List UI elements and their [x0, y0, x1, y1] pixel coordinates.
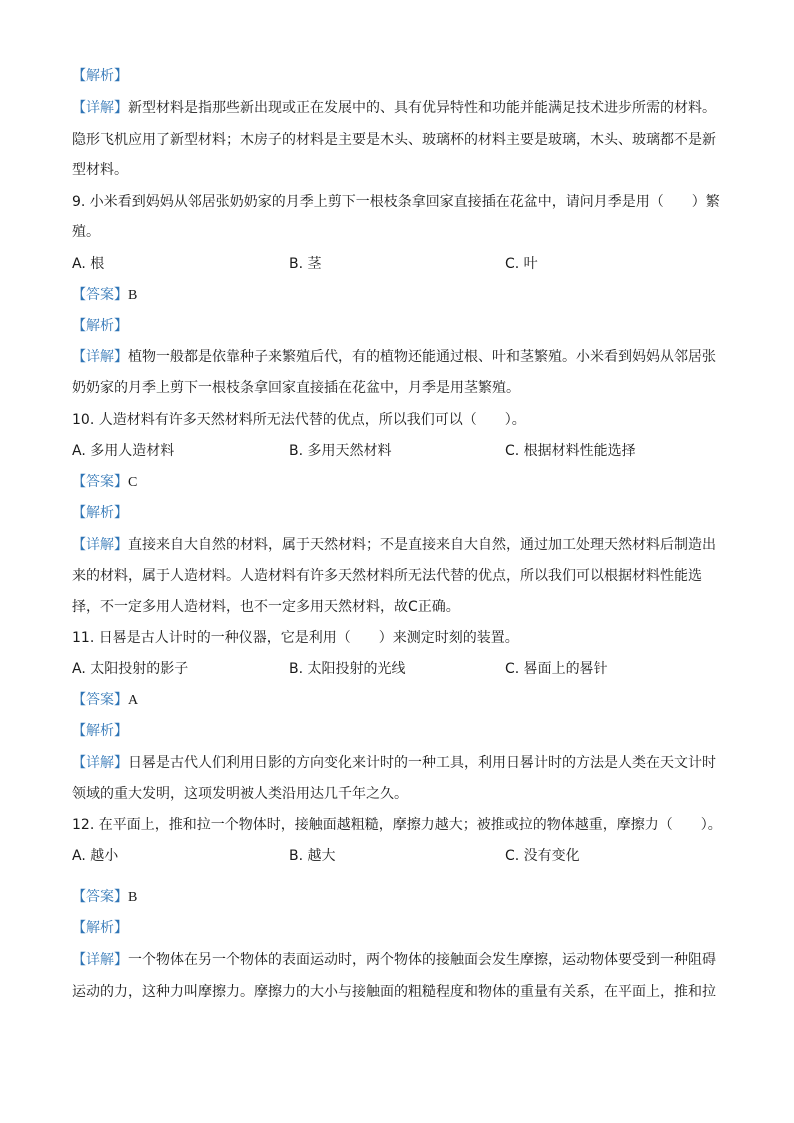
detail-tag: 【详解】: [72, 537, 128, 553]
question-10-answer: [72, 472, 137, 493]
detail-paragraph-intro-line-3: 型材料。: [72, 162, 128, 178]
detail-tag: 【详解】: [72, 100, 128, 116]
detail-tag: 【详解】: [72, 952, 128, 968]
detail-text: 新型材料是指那些新出现或正在发展中的、具有优异特性和功能并能满足技术进步所需的材料。: [128, 100, 716, 116]
question-11-analysis-heading: 【解析】: [72, 723, 128, 739]
detail-text: 日晷是古代人们利用日影的方向变化来计时的一种工具，利用日晷计时的方法是人类在天文计时: [128, 755, 716, 771]
question-10-option-c: C. 根据材料性能选择: [505, 443, 636, 459]
question-12-detail-line-1: [72, 950, 716, 970]
question-11-detail-line-2: 领域的重大发明，这项发明被人类沿用达几千年之久。: [72, 786, 408, 802]
question-9-stem-line-2: 殖。: [72, 224, 100, 240]
answer-tag: 【答案】: [72, 692, 128, 708]
detail-paragraph-intro-line-1: [72, 98, 716, 118]
question-11-answer: [72, 690, 138, 711]
answer-value: C: [128, 475, 138, 490]
question-12-answer: [72, 887, 137, 908]
question-10-detail-line-3: 择，不一定多用人造材料，也不一定多用天然材料，故C正确。: [72, 599, 460, 615]
question-9-detail-line-2: 奶奶家的月季上剪下一根枝条拿回家直接插在花盆中，月季是用茎繁殖。: [72, 380, 520, 396]
answer-tag: 【答案】: [72, 474, 128, 490]
question-12-analysis-heading: 【解析】: [72, 920, 128, 936]
question-12-option-a: A. 越小: [72, 848, 119, 864]
question-9-answer: [72, 285, 137, 306]
question-10-stem-line-1: 10. 人造材料有许多天然材料所无法代替的优点，所以我们可以（ ）。: [72, 412, 526, 428]
question-9-analysis-heading: 【解析】: [72, 318, 128, 334]
question-12-detail-line-2: 运动的力，这种力叫摩擦力。摩擦力的大小与接触面的粗糙程度和物体的重量有关系，在平面上，推和拉: [72, 984, 716, 1000]
question-11-stem-line-1: 11. 日晷是古人计时的一种仪器，它是利用（ ）来测定时刻的装置。: [72, 630, 519, 646]
question-11-option-c: C. 晷面上的晷针: [505, 661, 608, 677]
detail-text: 植物一般都是依靠种子来繁殖后代，有的植物还能通过根、叶和茎繁殖。小米看到妈妈从邻居张: [128, 349, 716, 365]
question-11-detail-line-1: [72, 753, 716, 773]
question-10-analysis-heading: 【解析】: [72, 505, 128, 521]
detail-tag: 【详解】: [72, 755, 128, 771]
question-9-detail-line-1: [72, 347, 716, 367]
question-11-option-a: A. 太阳投射的影子: [72, 661, 189, 677]
detail-text: 一个物体在另一个物体的表面运动时，两个物体的接触面会发生摩擦，运动物体要受到一种阻碍: [128, 952, 716, 968]
question-9-stem-line-1: 9. 小米看到妈妈从邻居张奶奶家的月季上剪下一根枝条拿回家直接插在花盆中，请问月季是用（ ）繁: [72, 194, 720, 210]
analysis-heading-intro: 【解析】: [72, 68, 128, 84]
answer-value: B: [128, 890, 138, 905]
question-9-option-a: A. 根: [72, 256, 105, 272]
question-9-option-c: C. 叶: [505, 256, 538, 272]
detail-paragraph-intro-line-2: 隐形飞机应用了新型材料；木房子的材料是主要是木头、玻璃杯的材料主要是玻璃，木头、玻璃都不是新: [72, 132, 716, 148]
question-12-option-c: C. 没有变化: [505, 848, 580, 864]
question-11-option-b: B. 太阳投射的光线: [289, 661, 406, 677]
question-10-detail-line-2: 来的材料，属于人造材料。人造材料有许多天然材料所无法代替的优点，所以我们可以根据材料性能选: [72, 568, 702, 584]
answer-tag: 【答案】: [72, 287, 128, 303]
answer-value: B: [128, 288, 138, 303]
question-12-option-b: B. 越大: [289, 848, 336, 864]
detail-text: 直接来自大自然的材料，属于天然材料；不是直接来自大自然，通过加工处理天然材料后制造出: [128, 537, 716, 553]
question-9-option-b: B. 茎: [289, 256, 322, 272]
question-10-option-a: A. 多用人造材料: [72, 443, 175, 459]
question-10-option-b: B. 多用天然材料: [289, 443, 392, 459]
question-10-detail-line-1: [72, 535, 716, 555]
question-12-stem-line-1: 12. 在平面上，推和拉一个物体时，接触面越粗糙，摩擦力越大；被推或拉的物体越重，摩擦力（ ）。: [72, 817, 722, 833]
answer-value: A: [128, 693, 139, 708]
answer-tag: 【答案】: [72, 889, 128, 905]
detail-tag: 【详解】: [72, 349, 128, 365]
